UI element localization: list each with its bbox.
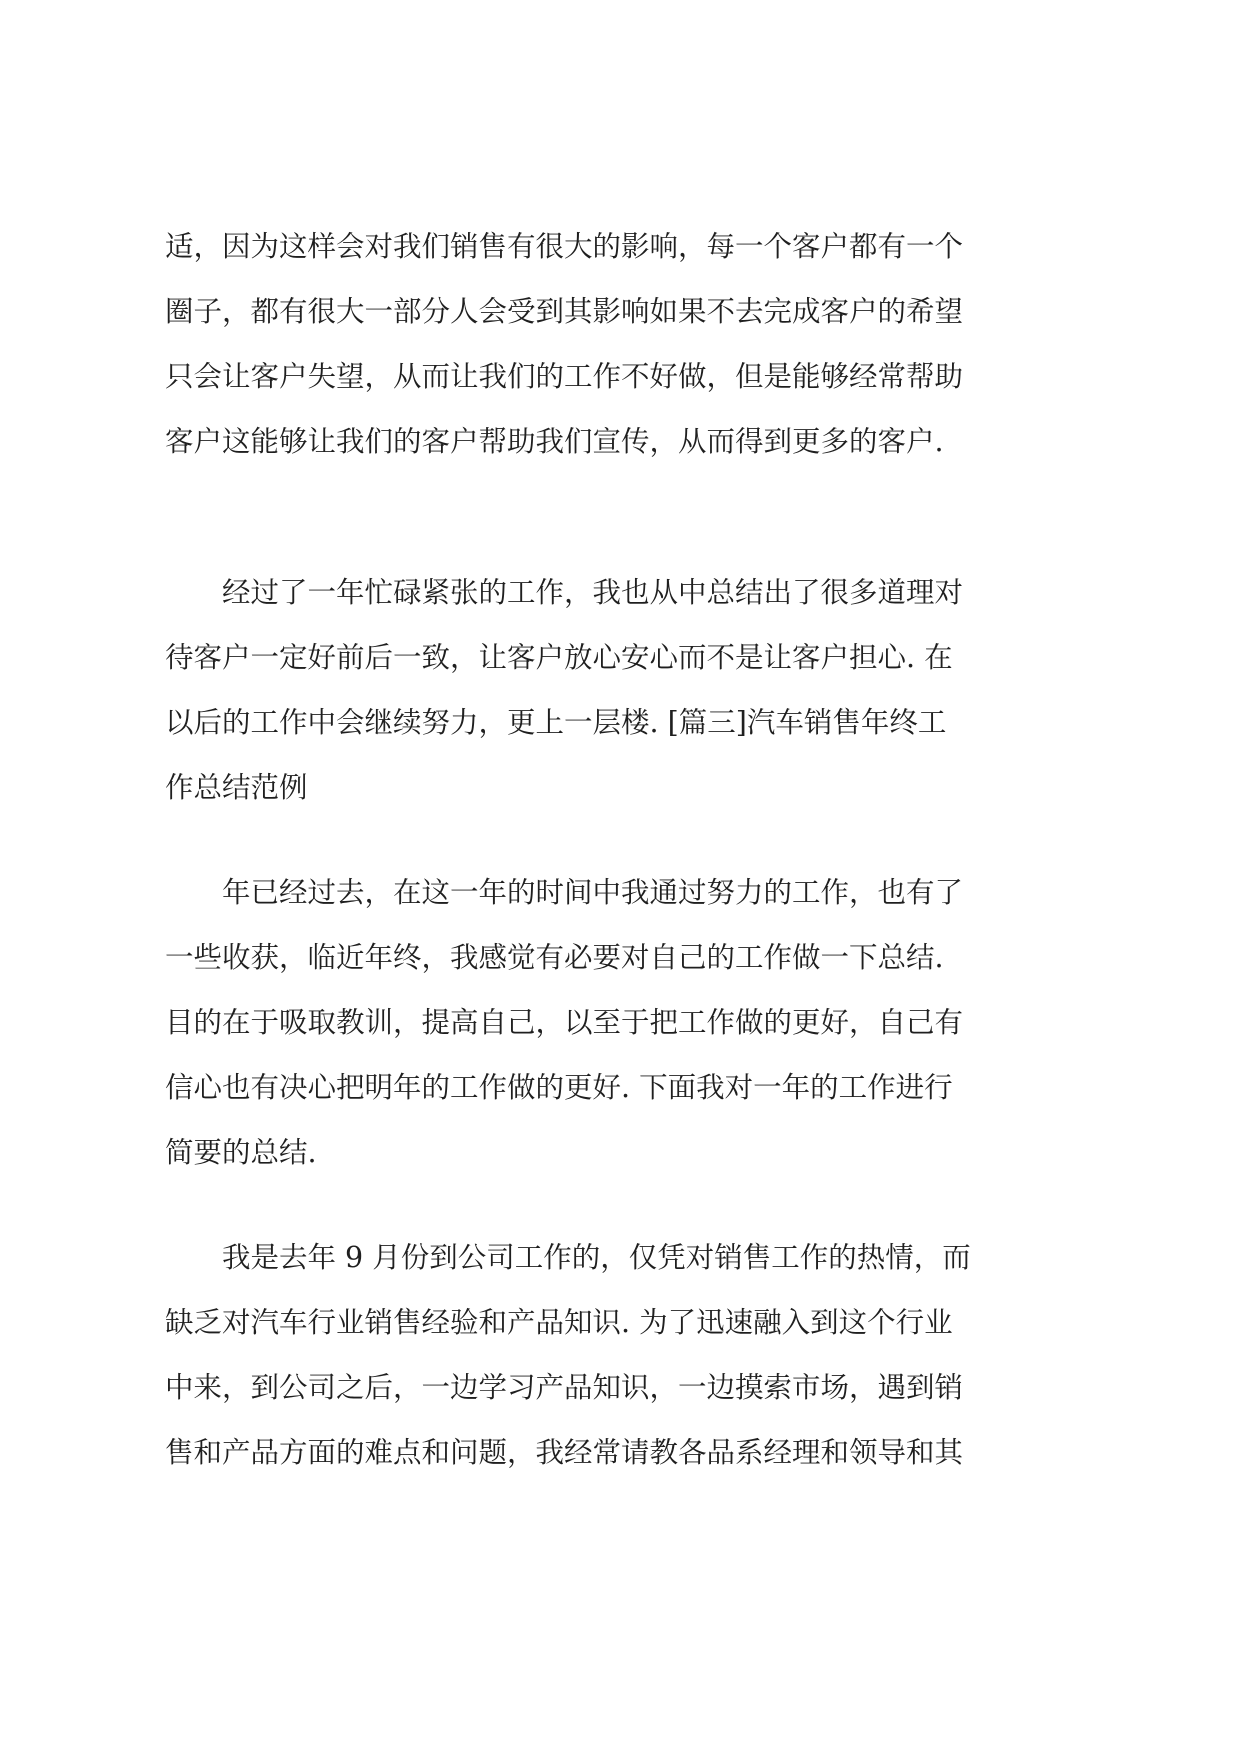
text-line: 待客户一定好前后一致，让客户放心安心而不是让客户担心. 在	[165, 641, 953, 674]
text-line: 只会让客户失望，从而让我们的工作不好做，但是能够经常帮助	[165, 360, 964, 393]
paragraph	[165, 860, 1085, 1185]
text-line: 我是去年 9 月份到公司工作的，仅凭对销售工作的热情，而	[165, 1241, 971, 1274]
text-line: 信心也有决心把明年的工作做的更好. 下面我对一年的工作进行	[165, 1071, 953, 1104]
text-line: 简要的总结.	[165, 1136, 317, 1169]
paragraph	[165, 560, 1085, 820]
text-line: 年已经过去，在这一年的时间中我通过努力的工作，也有了	[165, 876, 964, 909]
text-line: 中来，到公司之后，一边学习产品知识，一边摸索市场，遇到销	[165, 1371, 964, 1404]
text-line: 适，因为这样会对我们销售有很大的影响，每一个客户都有一个	[165, 230, 964, 263]
text-line: 目的在于吸取教训，提高自己，以至于把工作做的更好，自己有	[165, 1006, 964, 1039]
text-line: 经过了一年忙碌紧张的工作，我也从中总结出了很多道理对	[165, 576, 964, 609]
paragraph	[165, 1225, 1085, 1485]
text-line: 缺乏对汽车行业销售经验和产品知识. 为了迅速融入到这个行业	[165, 1306, 953, 1339]
text-line: 圈子，都有很大一部分人会受到其影响如果不去完成客户的希望	[165, 295, 964, 328]
text-line: 售和产品方面的难点和问题，我经常请教各品系经理和领导和其	[165, 1436, 964, 1469]
text-line: 客户这能够让我们的客户帮助我们宣传，从而得到更多的客户.	[165, 425, 944, 458]
text-line: 以后的工作中会继续努力，更上一层楼. [篇三]汽车销售年终工	[165, 706, 947, 739]
paragraph	[165, 214, 1085, 474]
text-line: 一些收获，临近年终，我感觉有必要对自己的工作做一下总结.	[165, 941, 944, 974]
text-line: 作总结范例	[165, 771, 308, 804]
